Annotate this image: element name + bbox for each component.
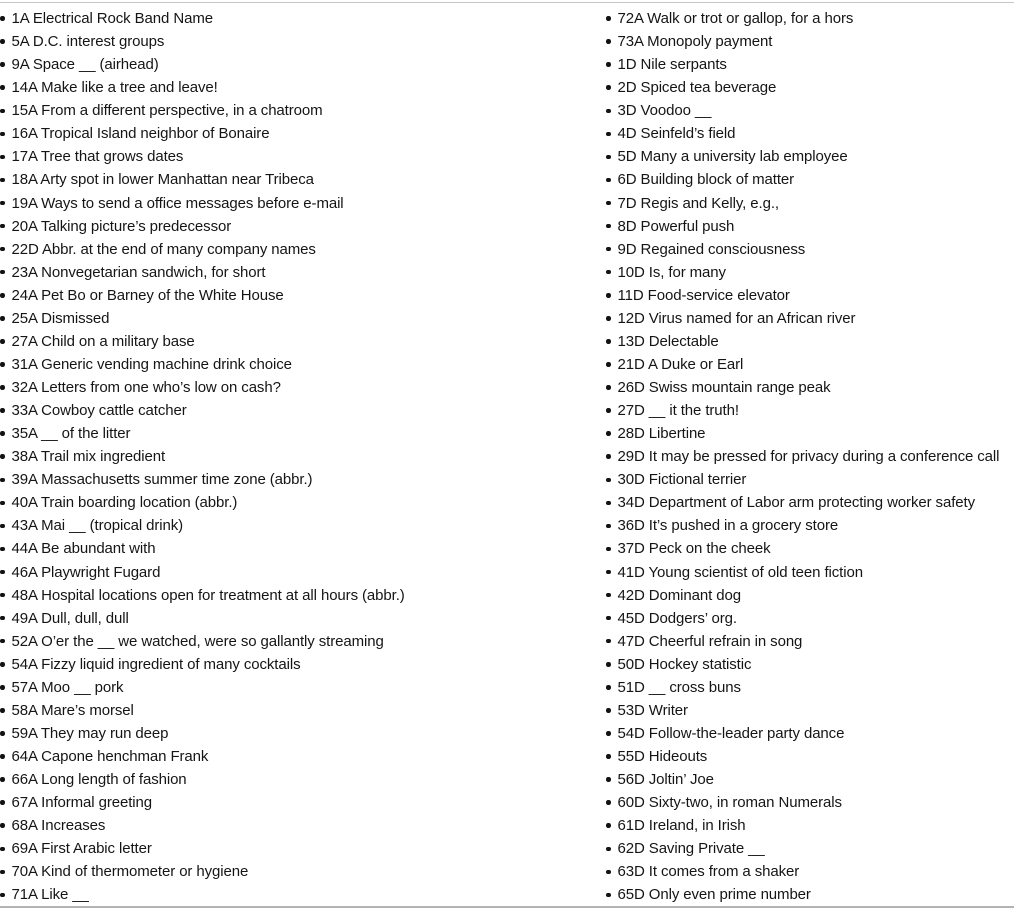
clue-text: 53D Writer: [617, 701, 688, 719]
clue-item: [606, 814, 1014, 837]
bullet-icon: [606, 224, 611, 229]
bullet-icon: [606, 293, 611, 298]
clue-text: 7D Regis and Kelly, e.g.,: [617, 194, 779, 212]
bullet-icon: [606, 339, 611, 344]
clue-text: 33A Cowboy cattle catcher: [11, 402, 187, 420]
clue-item: [606, 215, 1014, 238]
clue-text: 70A Kind of thermometer or hygiene: [11, 863, 249, 881]
clue-text: 57A Moo __ pork: [11, 678, 124, 696]
clue-text: 52A O’er the __ we watched, were so gallantly streaming: [11, 632, 384, 650]
clue-text: 14A Make like a tree and leave!: [11, 79, 218, 97]
clue-item: [606, 422, 1014, 445]
clue-text: 26D Swiss mountain range peak: [617, 379, 831, 397]
clue-item: [606, 445, 1014, 468]
bullet-icon: [0, 616, 5, 621]
bullet-icon: [606, 708, 611, 713]
clue-item: [0, 514, 606, 537]
clue-item: [606, 791, 1014, 814]
clue-text: 25A Dismissed: [11, 309, 110, 327]
bullet-icon: [606, 593, 611, 598]
clue-text: 9D Regained consciousness: [617, 240, 806, 258]
bullet-icon: [0, 85, 5, 90]
clue-text: 28D Libertine: [617, 425, 706, 443]
clue-text: 46A Playwright Fugard: [11, 563, 161, 581]
clue-text: 40A Train boarding location (abbr.): [11, 494, 238, 512]
clue-text: 62D Saving Private __: [617, 840, 765, 858]
clue-text: 48A Hospital locations open for treatment at all hours (abbr.): [11, 586, 405, 604]
clue-item: [0, 284, 606, 307]
clue-text: 59A They may run deep: [11, 724, 169, 742]
clue-item: [606, 561, 1014, 584]
clue-item: [606, 99, 1014, 122]
clue-item: [0, 192, 606, 215]
clue-item: [606, 883, 1014, 906]
clue-item: [0, 468, 606, 491]
clue-item: [0, 376, 606, 399]
bullet-icon: [0, 109, 5, 114]
clue-text: 55D Hideouts: [617, 748, 708, 766]
clue-item: [606, 192, 1014, 215]
clue-text: 50D Hockey statistic: [617, 655, 752, 673]
clue-text: 23A Nonvegetarian sandwich, for short: [11, 263, 266, 281]
clue-text: 35A __ of the litter: [11, 425, 131, 443]
bullet-icon: [606, 754, 611, 759]
clue-text: 30D Fictional terrier: [617, 471, 747, 489]
clue-text: 6D Building block of matter: [617, 171, 795, 189]
bullet-icon: [0, 639, 5, 644]
clue-text: 66A Long length of fashion: [11, 771, 187, 789]
bullet-icon: [606, 800, 611, 805]
bullet-icon: [606, 316, 611, 321]
bullet-icon: [0, 224, 5, 229]
bullet-icon: [0, 731, 5, 736]
clue-item: [0, 99, 606, 122]
clue-text: 45D Dodgers’ org.: [617, 609, 737, 627]
bullet-icon: [0, 570, 5, 575]
clue-text: 71A Like __: [11, 886, 89, 904]
bullet-icon: [0, 16, 5, 21]
bullet-icon: [606, 777, 611, 782]
bullet-icon: [0, 478, 5, 483]
bullet-icon: [606, 16, 611, 21]
clue-text: 58A Mare’s morsel: [11, 701, 134, 719]
bullet-icon: [0, 362, 5, 367]
clue-item: [0, 584, 606, 607]
bullet-icon: [0, 777, 5, 782]
clue-item: [0, 630, 606, 653]
clue-item: [606, 837, 1014, 860]
bullet-icon: [606, 454, 611, 459]
clue-item: [606, 76, 1014, 99]
clue-item: [0, 122, 606, 145]
bullet-icon: [606, 155, 611, 160]
clue-item: [0, 168, 606, 191]
clue-item: [0, 722, 606, 745]
bullet-icon: [0, 685, 5, 690]
clue-text: 36D It’s pushed in a grocery store: [617, 517, 839, 535]
clue-text: 56D Joltin’ Joe: [617, 771, 714, 789]
clue-item: [606, 145, 1014, 168]
clue-item: [606, 630, 1014, 653]
bullet-icon: [606, 247, 611, 252]
clue-text: 73A Monopoly payment: [617, 33, 773, 51]
clue-text: 68A Increases: [11, 817, 106, 835]
clue-item: [0, 814, 606, 837]
clue-item: [0, 261, 606, 284]
clue-item: [0, 860, 606, 883]
bullet-icon: [606, 870, 611, 875]
clue-item: [606, 376, 1014, 399]
clue-text: 32A Letters from one who’s low on cash?: [11, 379, 281, 397]
clue-text: 51D __ cross buns: [617, 678, 741, 696]
clue-text: 17A Tree that grows dates: [11, 148, 184, 166]
clues-list-left: [0, 7, 606, 906]
clues-list-right: [606, 7, 1014, 906]
bullet-icon: [0, 339, 5, 344]
bullet-icon: [0, 524, 5, 529]
bullet-icon: [606, 731, 611, 736]
clue-text: 38A Trail mix ingredient: [11, 448, 166, 466]
bullet-icon: [606, 823, 611, 828]
clue-text: 11D Food-service elevator: [617, 286, 790, 304]
clue-item: [606, 584, 1014, 607]
clue-item: [0, 238, 606, 261]
clue-text: 19A Ways to send a office messages before e-mail: [11, 194, 344, 212]
bullet-icon: [606, 847, 611, 852]
bullet-icon: [0, 408, 5, 413]
clue-item: [0, 491, 606, 514]
clue-text: 20A Talking picture’s predecessor: [11, 217, 232, 235]
clue-text: 10D Is, for many: [617, 263, 726, 281]
clue-text: 31A Generic vending machine drink choice: [11, 355, 292, 373]
clue-item: [0, 676, 606, 699]
bullet-icon: [0, 823, 5, 828]
bullet-icon: [606, 616, 611, 621]
bullet-icon: [0, 662, 5, 667]
clue-text: 12D Virus named for an African river: [617, 309, 856, 327]
bullet-icon: [606, 85, 611, 90]
bullet-icon: [606, 201, 611, 206]
clue-item: [0, 607, 606, 630]
clue-item: [606, 860, 1014, 883]
clue-text: 13D Delectable: [617, 332, 719, 350]
clue-item: [0, 745, 606, 768]
clue-item: [0, 330, 606, 353]
bullet-icon: [0, 39, 5, 44]
bullet-icon: [0, 454, 5, 459]
bullet-icon: [606, 547, 611, 552]
clue-item: [606, 699, 1014, 722]
top-divider: [0, 2, 1014, 3]
clue-item: [0, 30, 606, 53]
clue-item: [606, 53, 1014, 76]
clue-text: 22D Abbr. at the end of many company names: [11, 240, 316, 258]
bullet-icon: [0, 293, 5, 298]
clue-text: 4D Seinfeld’s field: [617, 125, 736, 143]
bullet-icon: [0, 893, 5, 898]
bullet-icon: [0, 62, 5, 67]
clue-item: [0, 883, 606, 906]
bottom-divider: [0, 906, 1014, 908]
clue-item: [606, 491, 1014, 514]
bullet-icon: [606, 270, 611, 275]
bullet-icon: [0, 385, 5, 390]
bullet-icon: [606, 408, 611, 413]
clue-text: 3D Voodoo __: [617, 102, 712, 120]
clue-item: [0, 653, 606, 676]
clue-item: [606, 7, 1014, 30]
clue-item: [0, 791, 606, 814]
clue-text: 34D Department of Labor arm protecting worker safety: [617, 494, 975, 512]
clue-text: 49A Dull, dull, dull: [11, 609, 129, 627]
bullet-icon: [0, 155, 5, 160]
clue-text: 21D A Duke or Earl: [617, 355, 744, 373]
clue-item: [606, 676, 1014, 699]
bullet-icon: [0, 501, 5, 506]
clue-text: 37D Peck on the cheek: [617, 540, 771, 558]
bullet-icon: [0, 270, 5, 275]
bullet-icon: [0, 847, 5, 852]
clue-item: [0, 422, 606, 445]
clue-item: [606, 168, 1014, 191]
clue-item: [606, 468, 1014, 491]
clue-item: [606, 353, 1014, 376]
bullet-icon: [606, 62, 611, 67]
clue-text: 15A From a different perspective, in a chatroom: [11, 102, 323, 120]
clue-item: [606, 284, 1014, 307]
clue-item: [0, 537, 606, 560]
bullet-icon: [0, 754, 5, 759]
clue-item: [0, 307, 606, 330]
clue-text: 54D Follow-the-leader party dance: [617, 724, 845, 742]
clue-text: 16A Tropical Island neighbor of Bonaire: [11, 125, 270, 143]
clue-item: [606, 122, 1014, 145]
clue-item: [606, 653, 1014, 676]
clue-columns: [0, 7, 1014, 906]
clue-text: 1A Electrical Rock Band Name: [11, 10, 213, 28]
clue-item: [0, 76, 606, 99]
clue-text: 42D Dominant dog: [617, 586, 741, 604]
clue-text: 27D __ it the truth!: [617, 402, 739, 420]
clue-text: 47D Cheerful refrain in song: [617, 632, 803, 650]
bullet-icon: [606, 478, 611, 483]
bullet-icon: [606, 501, 611, 506]
clue-item: [0, 699, 606, 722]
clue-text: 27A Child on a military base: [11, 332, 195, 350]
clue-item: [606, 30, 1014, 53]
clue-item: [606, 514, 1014, 537]
clue-item: [0, 145, 606, 168]
bullet-icon: [0, 708, 5, 713]
clue-item: [0, 837, 606, 860]
clue-text: 5D Many a university lab employee: [617, 148, 848, 166]
clue-item: [0, 399, 606, 422]
clue-text: 67A Informal greeting: [11, 794, 152, 812]
clue-text: 5A D.C. interest groups: [11, 33, 165, 51]
bullet-icon: [606, 639, 611, 644]
clue-item: [606, 537, 1014, 560]
clue-text: 63D It comes from a shaker: [617, 863, 800, 881]
clue-item: [606, 238, 1014, 261]
bullet-icon: [606, 109, 611, 114]
clue-text: 60D Sixty-two, in roman Numerals: [617, 794, 842, 812]
bullet-icon: [606, 431, 611, 436]
bullet-icon: [0, 800, 5, 805]
bullet-icon: [0, 870, 5, 875]
clue-text: 64A Capone henchman Frank: [11, 748, 209, 766]
clue-item: [606, 745, 1014, 768]
clue-text: 43A Mai __ (tropical drink): [11, 517, 184, 535]
clue-text: 18A Arty spot in lower Manhattan near Tribeca: [11, 171, 314, 189]
bullet-icon: [606, 570, 611, 575]
clue-item: [606, 307, 1014, 330]
clue-item: [0, 353, 606, 376]
bullet-icon: [0, 547, 5, 552]
bullet-icon: [0, 132, 5, 137]
bullet-icon: [606, 385, 611, 390]
clue-item: [0, 7, 606, 30]
clue-item: [606, 399, 1014, 422]
clue-item: [606, 607, 1014, 630]
bullet-icon: [606, 893, 611, 898]
clue-text: 29D It may be pressed for privacy during a conference call: [617, 448, 1000, 466]
bullet-icon: [0, 247, 5, 252]
clue-text: 61D Ireland, in Irish: [617, 817, 746, 835]
clue-text: 72A Walk or trot or gallop, for a hors: [617, 10, 854, 28]
bullet-icon: [606, 178, 611, 183]
clue-text: 41D Young scientist of old teen fiction: [617, 563, 863, 581]
bullet-icon: [0, 316, 5, 321]
clue-item: [0, 53, 606, 76]
bullet-icon: [606, 132, 611, 137]
clue-item: [606, 768, 1014, 791]
bullet-icon: [606, 362, 611, 367]
clue-text: 69A First Arabic letter: [11, 840, 152, 858]
bullet-icon: [0, 201, 5, 206]
bullet-icon: [606, 685, 611, 690]
bullet-icon: [0, 593, 5, 598]
bullet-icon: [606, 39, 611, 44]
clue-item: [606, 722, 1014, 745]
clue-text: 54A Fizzy liquid ingredient of many cocktails: [11, 655, 301, 673]
clue-item: [0, 445, 606, 468]
clue-item: [606, 261, 1014, 284]
bullet-icon: [606, 524, 611, 529]
clue-text: 2D Spiced tea beverage: [617, 79, 777, 97]
clue-item: [606, 330, 1014, 353]
clue-item: [0, 768, 606, 791]
clue-text: 9A Space __ (airhead): [11, 56, 159, 74]
clue-text: 44A Be abundant with: [11, 540, 156, 558]
bullet-icon: [606, 662, 611, 667]
clue-text: 39A Massachusetts summer time zone (abbr.): [11, 471, 313, 489]
bullet-icon: [0, 431, 5, 436]
clue-item: [0, 561, 606, 584]
clue-text: 65D Only even prime number: [617, 886, 811, 904]
clue-text: 1D Nile serpants: [617, 56, 727, 74]
clue-item: [0, 215, 606, 238]
clue-text: 24A Pet Bo or Barney of the White House: [11, 286, 284, 304]
clue-text: 8D Powerful push: [617, 217, 735, 235]
bullet-icon: [0, 178, 5, 183]
